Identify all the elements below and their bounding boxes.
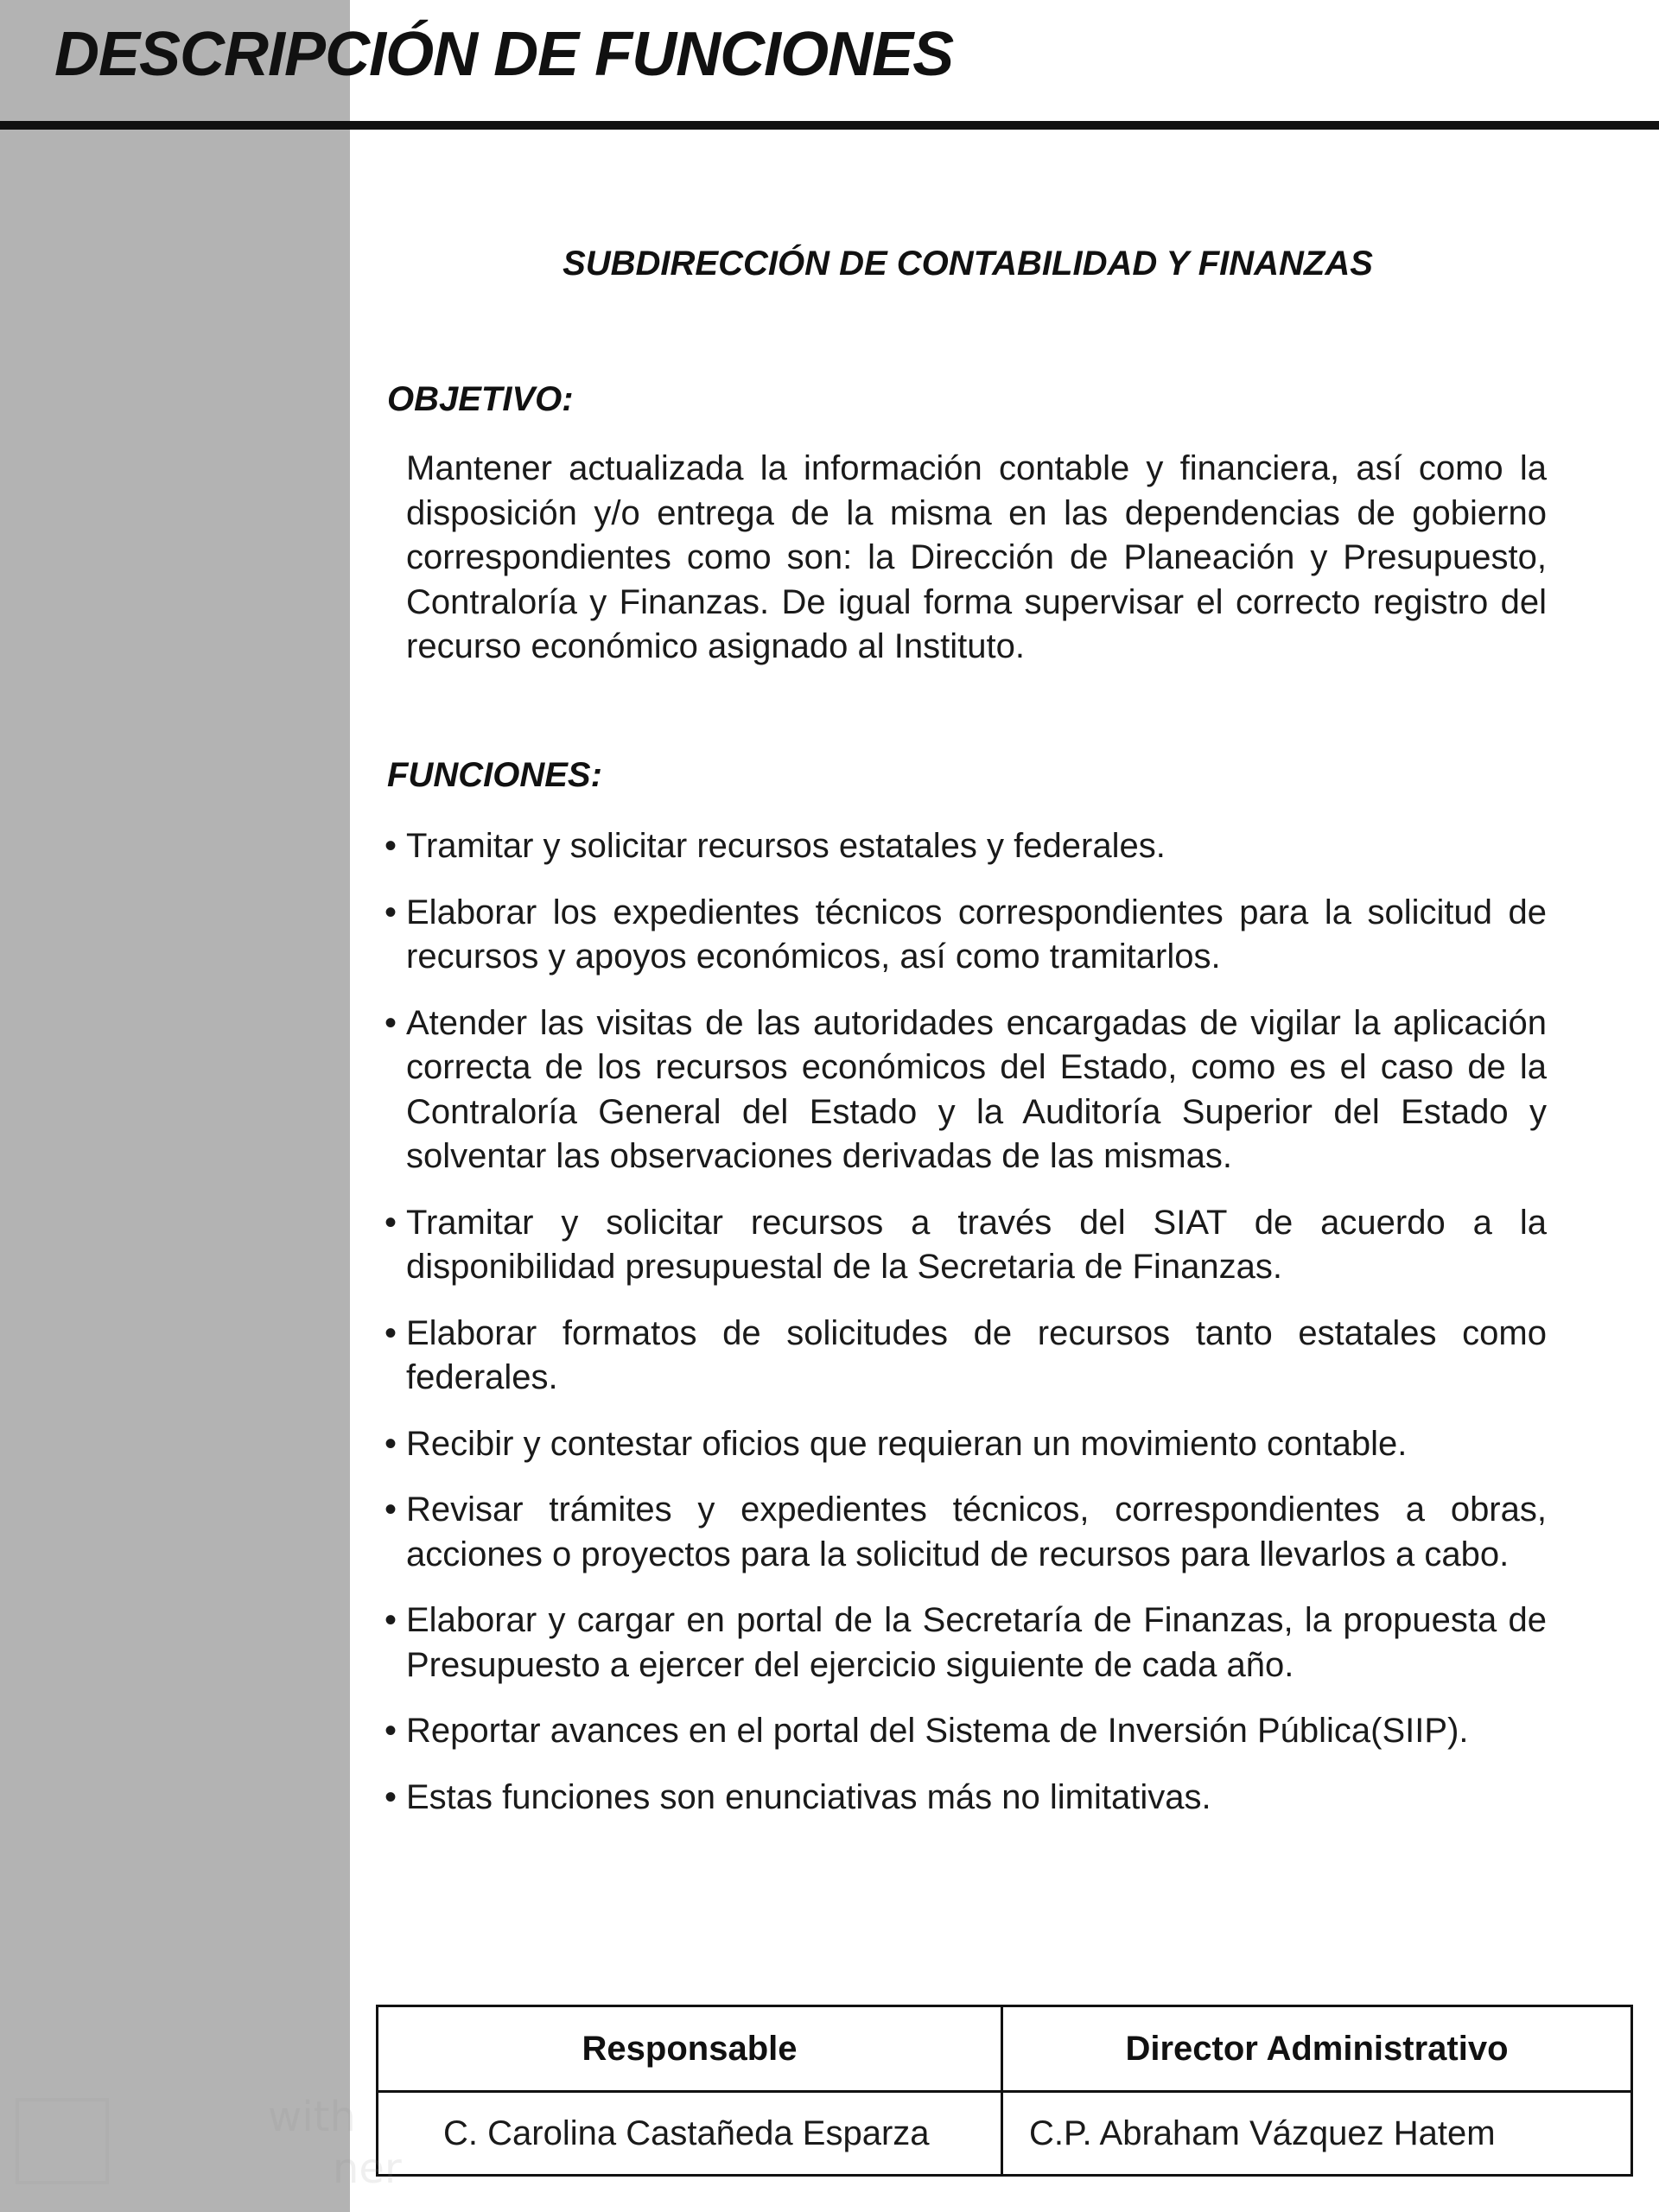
functions-list (385, 824, 1547, 1841)
table-header-row (378, 2006, 1632, 2092)
function-text: Atender las visitas de las autoridades encargadas de vigilar la aplicación correcta de los recursos económicos del Estado, como es el caso de la Contraloría General del Estado y la Auditoría Superior del Estado y solventar las observaciones derivadas de las mismas. (406, 1003, 1547, 1175)
department-subtitle: SUBDIRECCIÓN DE CONTABILIDAD Y FINANZAS (563, 245, 1373, 283)
header-divider (0, 121, 1659, 130)
watermark-line-1: with (268, 2093, 356, 2141)
list-item (385, 1422, 1547, 1467)
function-text: Revisar trámites y expedientes técnicos, correspondientes a obras, acciones o proyectos para la solicitud de recursos para llevarlos a cabo. (406, 1491, 1547, 1573)
left-sidebar-band (0, 0, 350, 2212)
bullet-icon: • (385, 1424, 397, 1463)
bullet-icon: • (385, 1313, 397, 1352)
bullet-icon: • (385, 827, 397, 865)
bullet-icon: • (385, 1712, 397, 1750)
director-name: C.P. Abraham Vázquez Hatem (1002, 2092, 1632, 2176)
page-title: DESCRIPCIÓN DE FUNCIONES (54, 20, 954, 89)
list-item (385, 1312, 1547, 1401)
responsable-header: Responsable (378, 2006, 1002, 2092)
list-item (385, 1001, 1547, 1179)
watermark-line-2: ner (333, 2145, 402, 2193)
bullet-icon: • (385, 893, 397, 931)
function-text: Elaborar y cargar en portal de la Secretaría de Finanzas, la propuesta de Presupuesto a ejercer del ejercicio siguiente de cada año. (406, 1601, 1547, 1684)
list-item (385, 1488, 1547, 1577)
responsable-name: C. Carolina Castañeda Esparza (378, 2092, 1002, 2176)
list-item (385, 1201, 1547, 1290)
bullet-icon: • (385, 1491, 397, 1529)
function-text: Estas funciones son enunciativas más no limitativas. (406, 1777, 1211, 1816)
function-text: Recibir y contestar oficios que requieran un movimiento contable. (406, 1424, 1408, 1463)
list-item (385, 1599, 1547, 1688)
bullet-icon: • (385, 1003, 397, 1042)
function-text: Tramitar y solicitar recursos estatales y federales. (406, 827, 1166, 865)
bullet-icon: • (385, 1601, 397, 1639)
table-row (378, 2092, 1632, 2176)
bullet-icon: • (385, 1203, 397, 1242)
bullet-icon: • (385, 1777, 397, 1816)
function-text: Reportar avances en el portal del Sistema de Inversión Pública(SIIP). (406, 1712, 1469, 1750)
signature-table (376, 2005, 1633, 2177)
watermark-text (138, 2091, 402, 2195)
director-header: Director Administrativo (1002, 2006, 1632, 2092)
list-item (385, 1776, 1547, 1821)
scanner-watermark (16, 2091, 422, 2203)
list-item (385, 891, 1547, 980)
function-text: Tramitar y solicitar recursos a través del SIAT de acuerdo a la disponibilidad presupuestal de la Secretaria de Finanzas. (406, 1203, 1547, 1286)
list-item (385, 1709, 1547, 1754)
function-text: Elaborar los expedientes técnicos correspondientes para la solicitud de recursos y apoyos económicos, así como tramitarlos. (406, 893, 1547, 976)
objetivo-heading: OBJETIVO: (387, 380, 574, 418)
function-text: Elaborar formatos de solicitudes de recursos tanto estatales como federales. (406, 1313, 1547, 1396)
scanner-logo-icon (16, 2098, 109, 2184)
objetivo-text: Mantener actualizada la información contable y financiera, así como la disposición y/o entrega de la misma en las dependencias de gobierno correspondientes como son: la Dirección de Planeación y Presupuesto, Contraloría y Finanzas. De igual forma supervisar el correcto registro del recurso económico asignado al Instituto. (406, 449, 1547, 665)
funciones-heading: FUNCIONES: (387, 756, 602, 794)
list-item (385, 824, 1547, 869)
